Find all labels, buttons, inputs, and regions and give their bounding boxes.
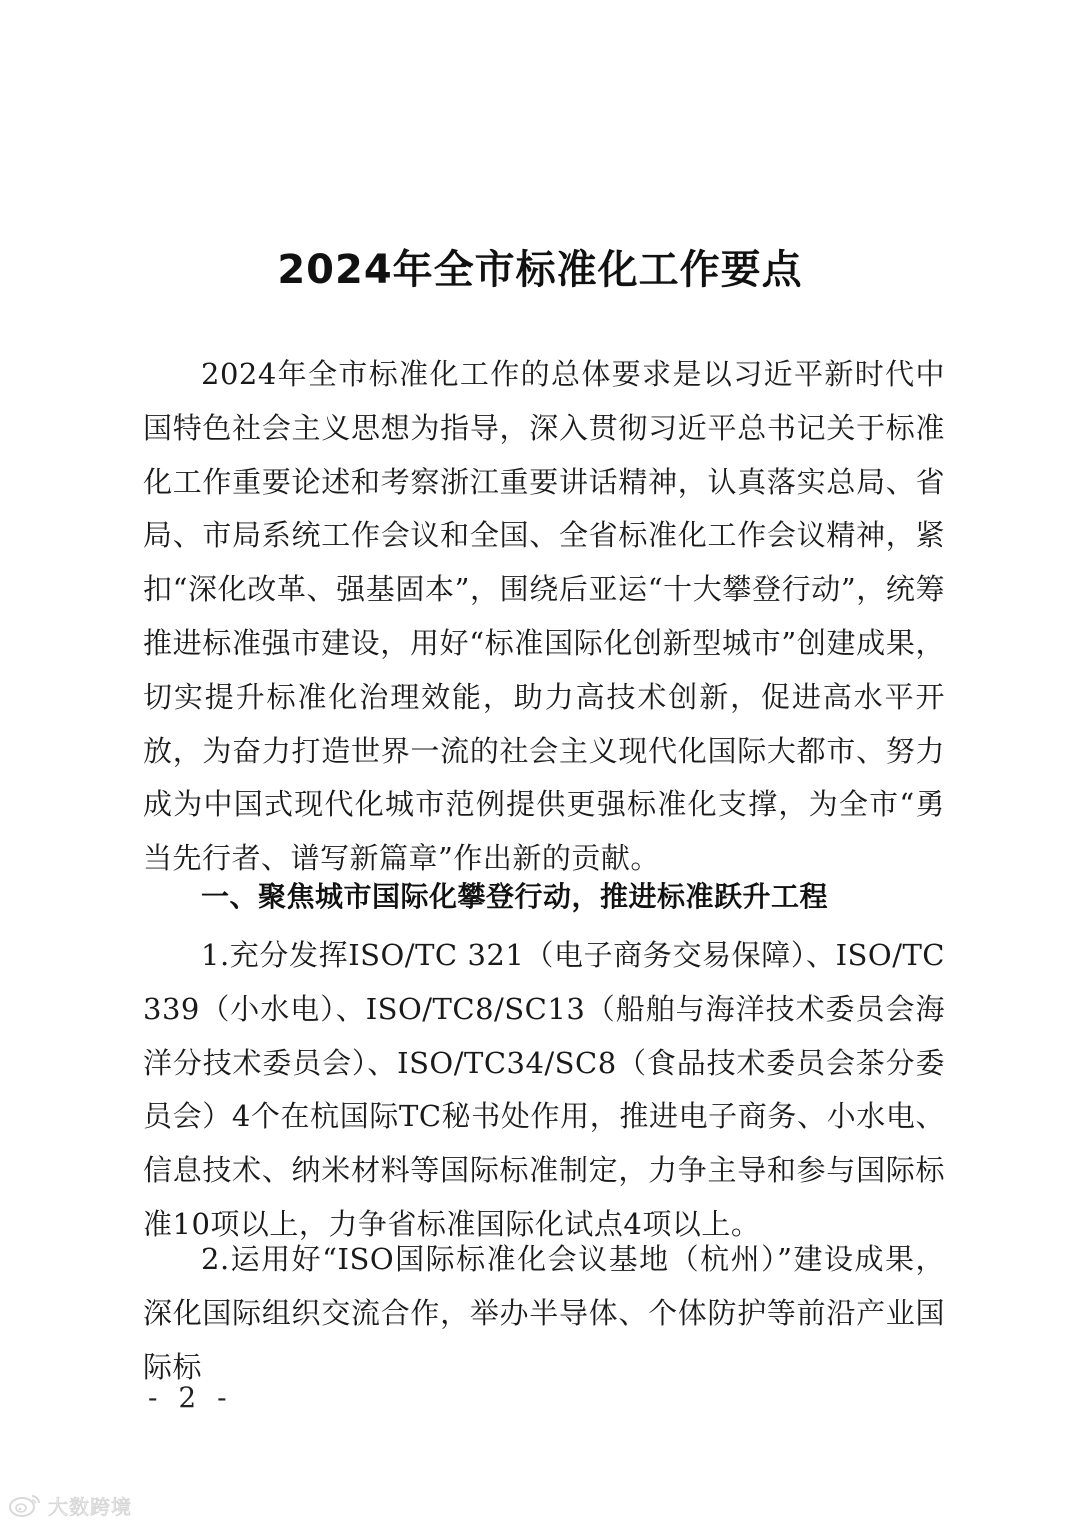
weibo-logo-icon bbox=[8, 1492, 42, 1518]
page-number: - 2 - bbox=[148, 1381, 233, 1414]
watermark bbox=[8, 1489, 132, 1521]
page-title: 2024年全市标准化工作要点 bbox=[277, 247, 803, 293]
intro-paragraph: 2024年全市标准化工作的总体要求是以习近平新时代中国特色社会主义思想为指导，深入贯彻习近平总书记关于标准化工作重要论述和考察浙江重要讲话精神，认真落实总局、省局、市局系统工作会议和全国、全省标准化工作会议精神，紧扣“深化改革、强基固本”，围绕后亚运“十大攀登行动”，统筹推进标准强市建设，用好“标准国际化创新型城市”创建成果，切实提升标准化治理效能，助力高技术创新，促进高水平开放，为奋力打造世界一流的社会主义现代化国际大都市、努力成为中国式现代化城市范例提供更强标准化支撑，为全市“勇当先行者、谱写新篇章”作出新的贡献。 bbox=[143, 357, 945, 876]
list-item-2: 2.运用好“ISO国际标准化会议基地（杭州）”建设成果，深化国际组织交流合作，举办半导体、个体防护等前沿产业国际标 bbox=[143, 1242, 945, 1384]
list-item-1: 1.充分发挥ISO/TC 321（电子商务交易保障）、ISO/TC 339（小水电）、ISO/TC8/SC13（船舶与海洋技术委员会海洋分技术委员会）、ISO/TC34/SC8（食品技术委员会茶分委员会）4个在杭国际TC秘书处作用，推进电子商务、小水电、信息技术、纳米材料等国际标准制定，力争主导和参与国际标准10项以上，力争省标准国际化试点4项以上。 bbox=[143, 938, 945, 1241]
watermark-text: 大数跨境 bbox=[48, 1494, 132, 1519]
section-heading: 一、聚焦城市国际化攀登行动，推进标准跃升工程 bbox=[201, 880, 829, 913]
